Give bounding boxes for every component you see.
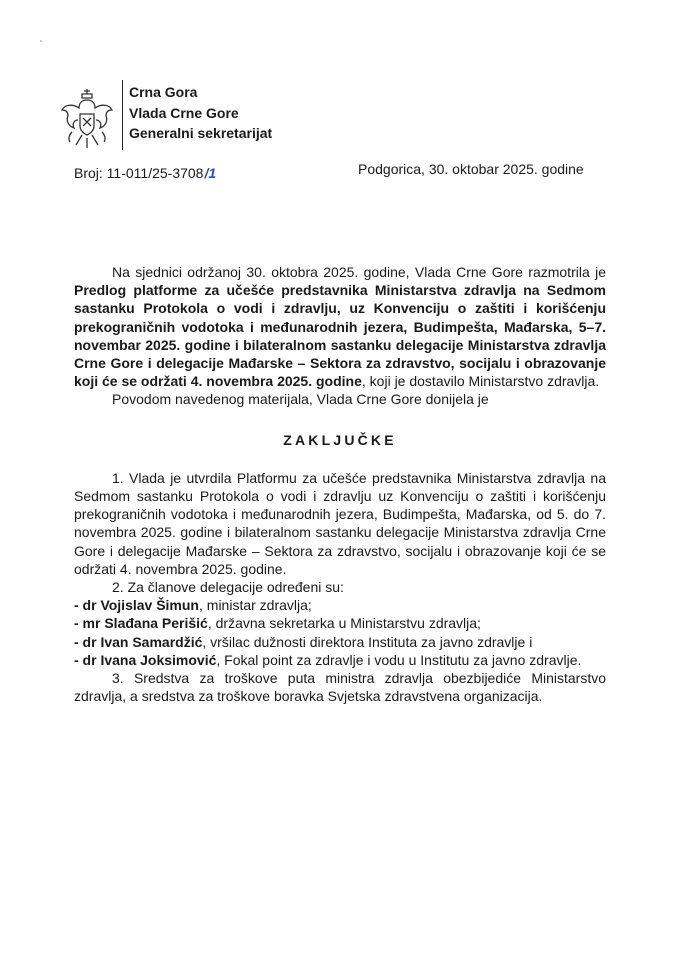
delegate-item	[74, 651, 606, 669]
delegate-name: - dr Ivan Samardžić	[74, 633, 203, 650]
delegate-name: - dr Ivana Joksimović	[74, 651, 217, 668]
letterhead	[129, 82, 272, 144]
delegate-role: , državna sekretarka u Ministarstvu zdravlja;	[207, 615, 481, 632]
conclusion-item-1: 1. Vlada je utvrdila Platformu za učešće predstavnika Ministarstva zdravlja na Sedmom sastanku Protokola o vodi i zdravlju uz Konvenciju o zaštiti i korišćenju prekograničnih vodotoka i međunarodnih jezera, Budimpešta, Mađarska, od 5. do 7. novembra 2025. godine i bilateralnom sastanku delegacije Ministarstva zdravlja Crne Gore i delegacije Mađarske – Sektora za zdravstvo, socijalu i obrazovanje koji će se održati 4. novembra 2025. godine.	[74, 469, 606, 577]
delegate-name: - dr Vojislav Šimun	[74, 597, 199, 614]
reference-number	[74, 165, 216, 181]
delegate-item	[74, 596, 606, 614]
delegate-role: , vršilac dužnosti direktora Instituta za javno zdravlje i	[202, 633, 533, 650]
intro-text-end: , koji je dostavilo Ministarstvo zdravlja.	[361, 373, 600, 390]
country-name: Crna Gora	[129, 84, 198, 100]
conclusion-item-3: 3. Sredstva za troškove puta ministra zdravlja obezbijediće Ministarstvo zdravlja, a sredstva za troškove boravka Svjetska zdravstvena organizacija.	[74, 670, 606, 705]
occasion-paragraph: Povodom navedenog materijala, Vlada Crne Gore donijela je	[112, 391, 489, 408]
government-name: Vlada Crne Gore	[129, 104, 239, 121]
scan-speck	[40, 40, 42, 42]
intro-bold-text: Predlog platforme za učešće predstavnika Ministarstva zdravlja na Sedmom sastanku Protokola o vodi i zdravlju, uz Konvenciju o zaštiti i korišćenju prekograničnih vodotoka i međunarodnih jezera, Budimpešta, Mađarska, 5–7. novembar 2025. godine i bilateralnom sastanku delegacije Ministarstva zdravlja Crne Gore i delegacije Mađarske – Sektora za zdravstvo, socijalu i obrazovanje koji će se održati 4. novembra 2025. godine	[74, 282, 606, 390]
office-name: Generalni sekretarijat	[129, 125, 273, 141]
conclusions-heading: ZAKLJUČKE	[283, 431, 397, 448]
coat-of-arms-icon	[60, 88, 114, 150]
delegate-item	[74, 614, 606, 632]
date-line: Podgorica, 30. oktobar 2025. godine	[358, 161, 584, 177]
delegate-item	[74, 633, 606, 651]
intro-paragraph	[74, 263, 606, 390]
document-body	[74, 263, 606, 705]
handwritten-mark: /1	[204, 165, 217, 181]
delegate-role: , ministar zdravlja;	[199, 597, 312, 614]
header-divider	[122, 80, 123, 150]
delegate-role: , Fokal point za zdravlje i vodu u Institutu za javno zdravlje.	[216, 651, 582, 668]
reference-label: Broj: 11-011/25-3708	[74, 165, 204, 181]
delegate-name: - mr Slađana Perišić	[74, 615, 208, 632]
conclusion-item-2-intro: 2. Za članove delegacije određeni su:	[112, 579, 344, 596]
intro-text: Na sjednici održanoj 30. oktobra 2025. godine, Vlada Crne Gore razmotrila je	[112, 264, 606, 280]
